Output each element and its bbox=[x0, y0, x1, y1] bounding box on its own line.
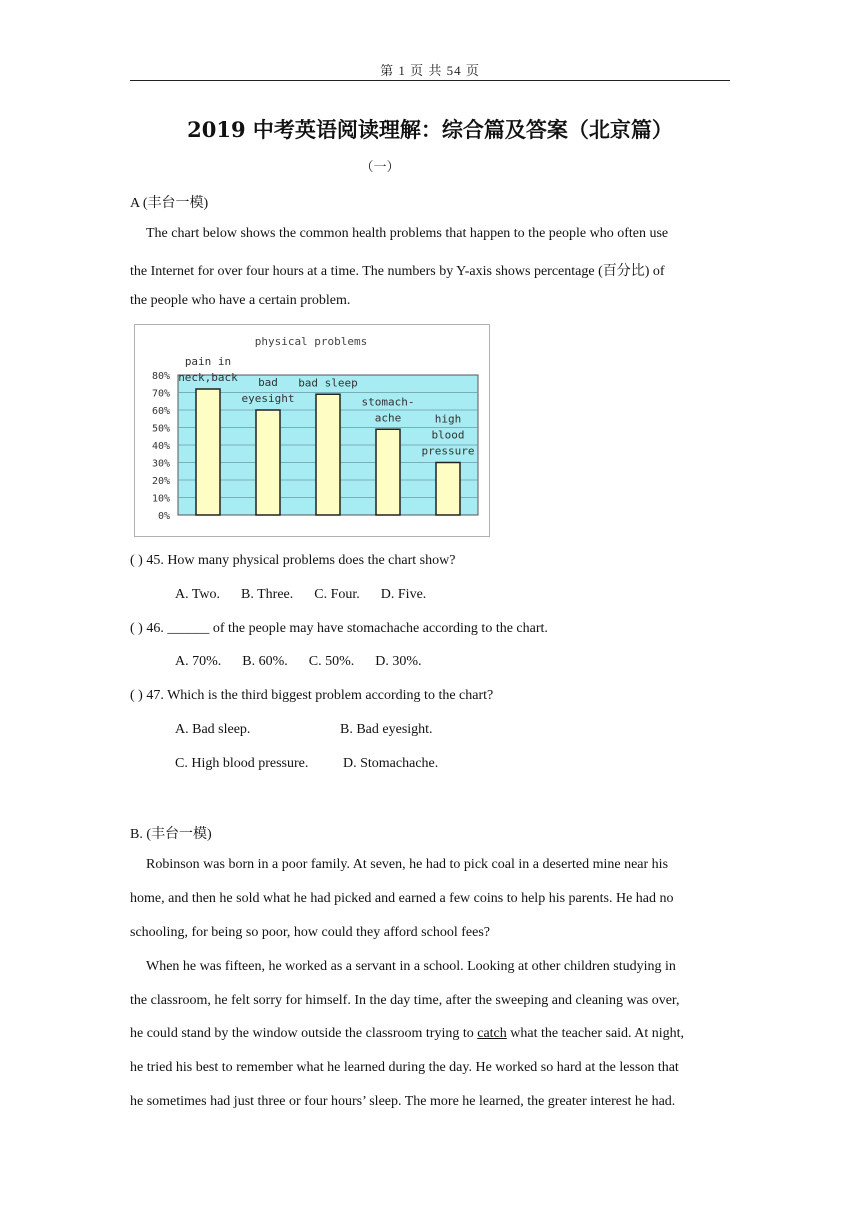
question-47-option-d: D. Stomachache. bbox=[343, 756, 439, 771]
y-tick-label: 0% bbox=[157, 511, 170, 522]
question-46-options: A. 70%. B. 60%. C. 50%. D. 30%. bbox=[175, 654, 422, 669]
y-tick-label: 50% bbox=[151, 423, 170, 435]
y-tick-label: 20% bbox=[151, 476, 170, 487]
b-para2-line-1: When he was fifteen, he worked as a servant in a school. Looking at other children studying in bbox=[146, 959, 676, 974]
b-para1-line-2: home, and then he sold what he had picked and earned a few coins to help his parents. He had no bbox=[130, 891, 674, 906]
question-45-options: A. Two. B. Three. C. Four. D. Five. bbox=[175, 587, 427, 602]
category-label: neck,back bbox=[178, 371, 238, 384]
underlined-word-catch: catch bbox=[477, 1026, 507, 1041]
y-tick-label: 30% bbox=[151, 458, 170, 470]
category-label: stomach- bbox=[361, 395, 415, 409]
page-header: 第 1 页 共 54 页 bbox=[380, 63, 480, 78]
category-label: ache bbox=[374, 411, 402, 425]
part-number: （一） bbox=[360, 159, 400, 174]
b-para2-line-4: he tried his best to remember what he learned during the day. He worked so hard at the lesson that bbox=[130, 1060, 679, 1075]
category-label: bad bbox=[258, 376, 278, 389]
intro-line-2: the Internet for over four hours at a time. The numbers by Y-axis shows percentage (百分比) of bbox=[130, 264, 665, 279]
y-tick-label: 10% bbox=[151, 493, 170, 505]
chart-title: physical problems bbox=[254, 335, 368, 348]
bar bbox=[436, 463, 460, 516]
b-para2-line-2: the classroom, he felt sorry for himself. In the day time, after the sweeping and cleaning was over, bbox=[130, 993, 680, 1008]
y-tick-label: 40% bbox=[151, 441, 170, 452]
question-47-option-a: A. Bad sleep. bbox=[175, 722, 251, 737]
category-label: high bbox=[434, 412, 462, 426]
question-45: ( ) 45. How many physical problems does the chart show? bbox=[130, 553, 456, 568]
intro-line-1: The chart below shows the common health problems that happen to the people who often use bbox=[146, 226, 669, 241]
bar bbox=[316, 394, 340, 515]
y-tick-label: 80% bbox=[151, 371, 170, 382]
b-para2-line-3 bbox=[130, 1026, 684, 1042]
category-label: eyesight bbox=[241, 392, 295, 405]
y-tick-label: 60% bbox=[151, 406, 170, 417]
chart-svg bbox=[135, 325, 489, 536]
question-47-option-c: C. High blood pressure. bbox=[175, 756, 309, 771]
section-a-label: A (丰台一模) bbox=[130, 196, 209, 211]
document-title: 2019 中考英语阅读理解：综合篇及答案（北京篇） bbox=[187, 117, 673, 142]
y-tick-label: 70% bbox=[151, 388, 170, 400]
header-divider bbox=[130, 80, 730, 81]
b-para1-line-3: schooling, for being so poor, how could they afford school fees? bbox=[130, 925, 490, 940]
bar bbox=[196, 389, 220, 515]
section-b-label: B. (丰台一模) bbox=[130, 827, 212, 842]
intro-line-3: the people who have a certain problem. bbox=[130, 293, 351, 308]
b-para2-line-3-end: what the teacher said. At night, bbox=[506, 1026, 685, 1041]
question-46: ( ) 46. ______ of the people may have stomachache according to the chart. bbox=[130, 621, 548, 636]
b-para1-line-1: Robinson was born in a poor family. At seven, he had to pick coal in a deserted mine near his bbox=[146, 857, 669, 872]
question-47-option-b: B. Bad eyesight. bbox=[340, 722, 433, 737]
category-label: bad sleep bbox=[298, 376, 358, 390]
bar bbox=[256, 410, 280, 515]
bar bbox=[376, 429, 400, 515]
category-label: pressure bbox=[421, 444, 475, 458]
question-47: ( ) 47. Which is the third biggest problem according to the chart? bbox=[130, 688, 494, 703]
b-para2-line-5: he sometimes had just three or four hours’ sleep. The more he learned, the greater interest he had. bbox=[130, 1094, 676, 1109]
bar-chart bbox=[134, 324, 490, 537]
b-para2-line-3-start: he could stand by the window outside the classroom trying to bbox=[130, 1026, 478, 1041]
category-label: pain in bbox=[184, 355, 232, 368]
category-label: blood bbox=[431, 428, 465, 442]
